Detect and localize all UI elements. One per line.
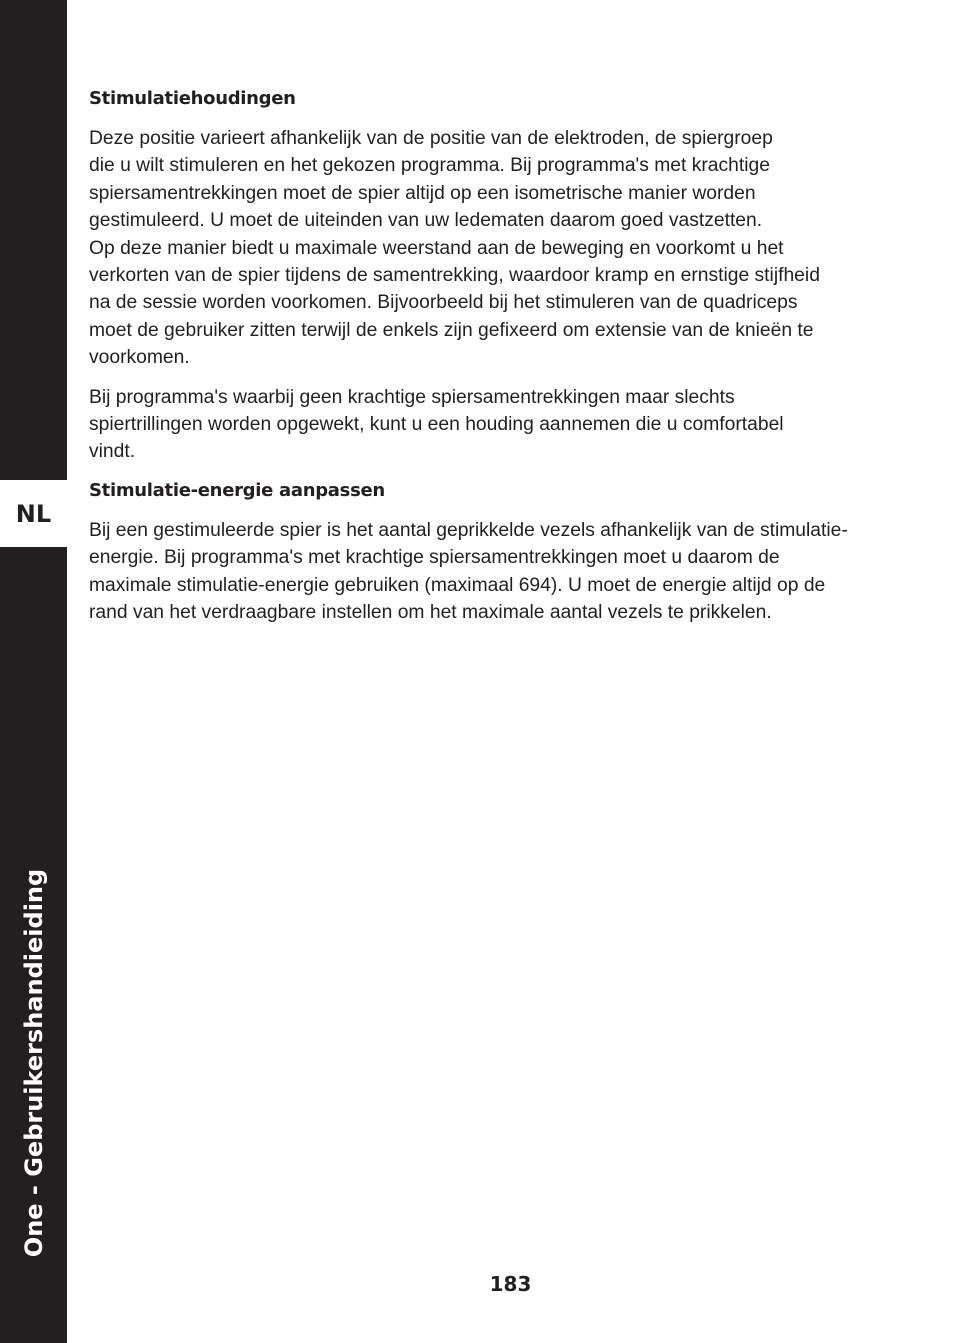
paragraph: Bij een gestimuleerde spier is het aantal geprikkelde vezels afhankelijk van de stimulatie- energie. Bij programma's met krachtige spiersamentrekkingen moet u daarom de maximale stimulatie-energie gebruiken (maximaal 694). U moet de energie altijd op de rand van het verdraagbare instellen om het maximale aantal vezels te prikkelen. [89, 519, 848, 624]
sidebar [0, 0, 67, 1343]
page-number: 183 [489, 1272, 532, 1296]
section-stimulatie-energie [89, 478, 879, 627]
main-content [89, 86, 879, 639]
paragraph: Deze positie varieert afhankelijk van de positie van de elektroden, de spiergroep die u wilt stimuleren en het gekozen programma. Bij programma's met krachtige spiersamentrekkingen moet de spier altijd op een isometrische manier worden gestimuleerd. U moet de uiteinden van uw ledematen daarom goed vastzetten. Op deze manier biedt u maximale weerstand aan de beweging en voorkomt u het verkorten van de spier tijdens de samentrekking, waardoor kramp en ernstige stijfheid na de sessie worden voorkomen. Bijvoorbeeld bij het stimuleren van de quadriceps moet de gebruiker zitten terwijl de enkels zijn gefixeerd om extensie van de knieën te voorkomen. [89, 128, 820, 369]
manual-title: One - Gebruikershandieiding [20, 868, 48, 1258]
language-tab: NL [0, 480, 67, 547]
section-heading: Stimulatie-energie aanpassen [89, 479, 385, 501]
section-heading: Stimulatiehoudingen [89, 88, 296, 109]
section-stimulatiehoudingen [89, 86, 879, 466]
paragraph: Bij programma's waarbij geen krachtige spiersamentrekkingen maar slechts spiertrillingen worden opgewekt, kunt u een houding aannemen die u comfortabel vindt. [89, 386, 784, 463]
